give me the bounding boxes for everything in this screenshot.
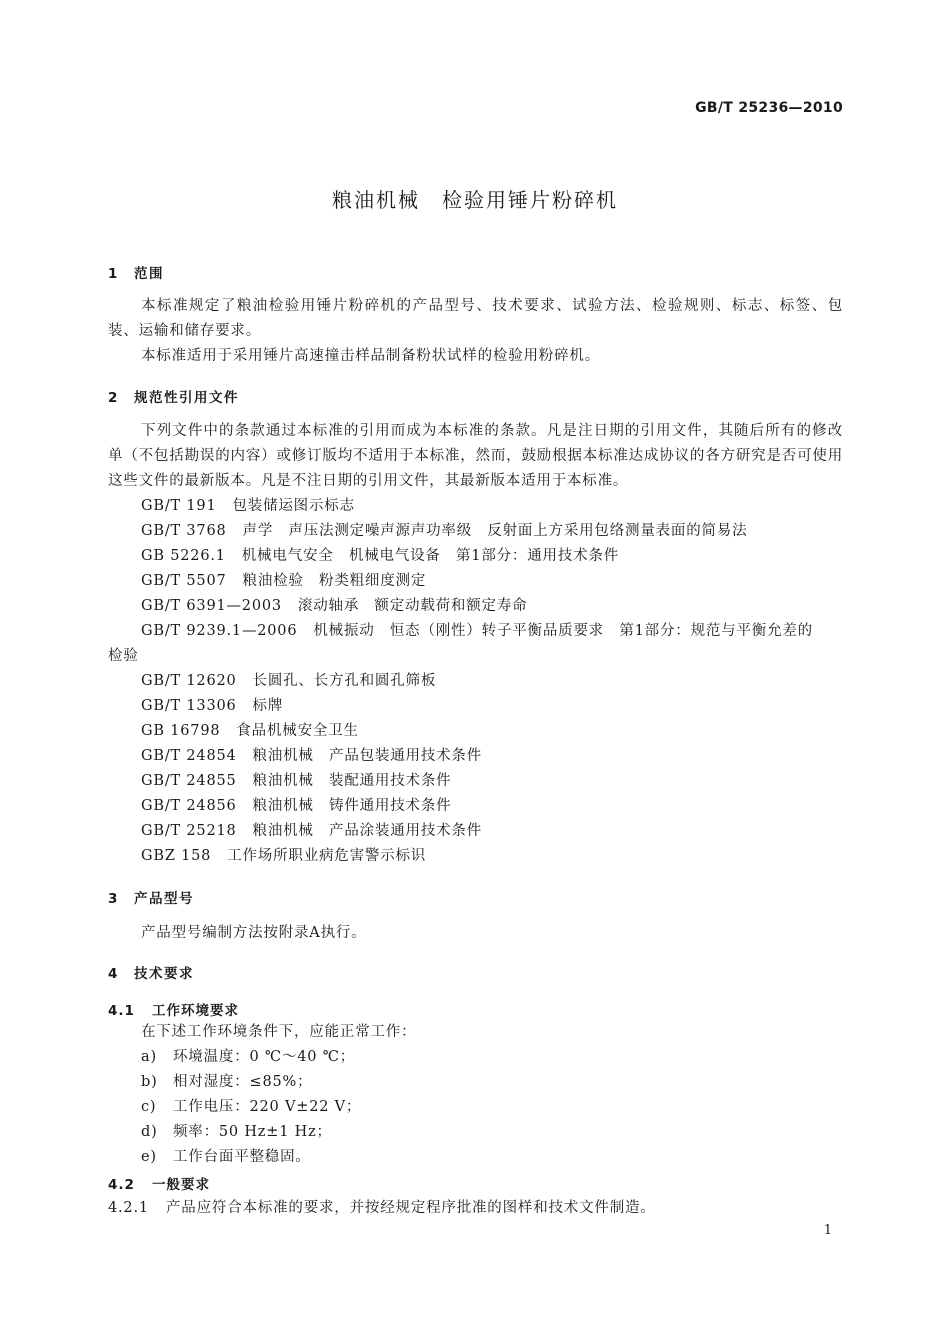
list-label: b) [141, 1074, 158, 1090]
subsection-title: 一般要求 [152, 1177, 210, 1193]
reference-item [141, 669, 436, 690]
reference-item [141, 844, 426, 865]
reference-item [141, 794, 451, 815]
clause-4-2-1 [108, 1196, 656, 1217]
reference-title: 工作场所职业病危害警示标识 [227, 848, 427, 864]
list-label: c) [141, 1099, 157, 1115]
reference-code: GBZ 158 [141, 848, 212, 864]
reference-code: GB 5226.1 [141, 548, 226, 564]
section-number: 1 [108, 266, 119, 282]
reference-title: 滚动轴承 额定动载荷和额定寿命 [297, 598, 528, 614]
section-2-heading [108, 386, 239, 406]
standard-code: GB/T 25236—2010 [695, 100, 843, 116]
reference-item [141, 819, 482, 840]
list-item [141, 1145, 311, 1166]
list-item [141, 1095, 361, 1116]
reference-title: 粮油机械 铸件通用技术条件 [252, 798, 452, 814]
reference-item [141, 519, 747, 540]
list-item [141, 1045, 355, 1066]
reference-code: GB/T 24856 [141, 798, 237, 814]
section-1-heading [108, 262, 164, 282]
reference-item [141, 594, 527, 615]
reference-item [141, 569, 426, 590]
reference-code: GB/T 191 [141, 498, 217, 514]
reference-title: 机械电气安全 机械电气设备 第1部分：通用技术条件 [241, 548, 620, 564]
section-title: 规范性引用文件 [134, 390, 239, 406]
document-title: 粮油机械 检验用锤片粉碎机 [332, 188, 618, 212]
reference-item [141, 494, 355, 515]
reference-code: GB/T 3768 [141, 523, 227, 539]
subsection-4-1-intro: 在下述工作环境条件下，应能正常工作： [141, 1024, 417, 1040]
page-number: 1 [823, 1223, 832, 1238]
section-3-heading [108, 887, 194, 907]
section-1-paragraph-1: 本标准规定了粮油检验用锤片粉碎机的产品型号、技术要求、试验方法、检验规则、标志、标签、包装、运输和储存要求。 [108, 298, 843, 339]
list-label: e) [141, 1149, 157, 1165]
reference-title: 声学 声压法测定噪声源声功率级 反射面上方采用包络测量表面的简易法 [242, 523, 748, 539]
list-text: 工作电压：220 V±22 V； [173, 1099, 362, 1115]
list-label: d) [141, 1124, 158, 1140]
clause-text: 产品应符合本标准的要求，并按经规定程序批准的图样和技术文件制造。 [166, 1200, 656, 1216]
section-title: 技术要求 [134, 966, 194, 982]
section-4-heading [108, 962, 194, 982]
list-text: 相对湿度：≤85%； [173, 1074, 313, 1090]
section-number: 3 [108, 891, 119, 907]
section-number: 4 [108, 966, 119, 982]
section-title: 产品型号 [134, 891, 194, 907]
reference-continuation: 检验 [108, 648, 139, 664]
clause-number: 4.2.1 [108, 1200, 149, 1216]
reference-code: GB/T 5507 [141, 573, 227, 589]
reference-title: 食品机械安全卫生 [236, 723, 359, 739]
reference-code: GB/T 9239.1—2006 [141, 623, 298, 639]
reference-code: GB/T 13306 [141, 698, 237, 714]
reference-title: 长圆孔、长方孔和圆孔筛板 [252, 673, 437, 689]
list-item [141, 1120, 332, 1141]
reference-title: 粮油检验 粉类粗细度测定 [242, 573, 427, 589]
reference-title: 机械振动 恒态（刚性）转子平衡品质要求 第1部分：规范与平衡允差的 [313, 623, 813, 639]
reference-code: GB/T 24854 [141, 748, 237, 764]
subsection-number: 4.1 [108, 1003, 135, 1019]
section-title: 范围 [134, 266, 164, 282]
reference-code: GB/T 25218 [141, 823, 237, 839]
reference-item [141, 719, 359, 740]
list-label: a) [141, 1049, 157, 1065]
reference-title: 粮油机械 装配通用技术条件 [252, 773, 452, 789]
reference-item [141, 694, 283, 715]
reference-title: 标牌 [252, 698, 284, 714]
reference-item [141, 544, 619, 565]
reference-code: GB/T 24855 [141, 773, 237, 789]
reference-code: GB 16798 [141, 723, 221, 739]
reference-code: GB/T 12620 [141, 673, 237, 689]
reference-item [141, 619, 813, 640]
subsection-title: 工作环境要求 [152, 1003, 239, 1019]
list-text: 工作台面平整稳固。 [173, 1149, 311, 1165]
reference-title: 粮油机械 产品涂装通用技术条件 [252, 823, 483, 839]
reference-title: 包装储运图示标志 [232, 498, 355, 514]
list-item [141, 1070, 312, 1091]
reference-item [141, 744, 482, 765]
section-number: 2 [108, 390, 119, 406]
list-text: 频率：50 Hz±1 Hz； [173, 1124, 332, 1140]
subsection-4-2-heading [108, 1173, 210, 1193]
section-2-intro: 下列文件中的条款通过本标准的引用而成为本标准的条款。凡是注日期的引用文件，其随后所有的修改单（不包括勘误的内容）或修订版均不适用于本标准，然而，鼓励根据本标准达成协议的各方研究是否可使用这些文件的最新版本。凡是不注日期的引用文件，其最新版本适用于本标准。 [108, 423, 843, 489]
subsection-number: 4.2 [108, 1177, 135, 1193]
section-3-paragraph: 产品型号编制方法按附录A执行。 [141, 925, 367, 941]
section-1-paragraph-2: 本标准适用于采用锤片高速撞击样品制备粉状试样的检验用粉碎机。 [141, 348, 600, 364]
list-text: 环境温度：0 ℃～40 ℃； [173, 1049, 356, 1065]
reference-item [141, 769, 451, 790]
reference-title: 粮油机械 产品包装通用技术条件 [252, 748, 483, 764]
subsection-4-1-heading [108, 999, 239, 1019]
reference-code: GB/T 6391—2003 [141, 598, 282, 614]
